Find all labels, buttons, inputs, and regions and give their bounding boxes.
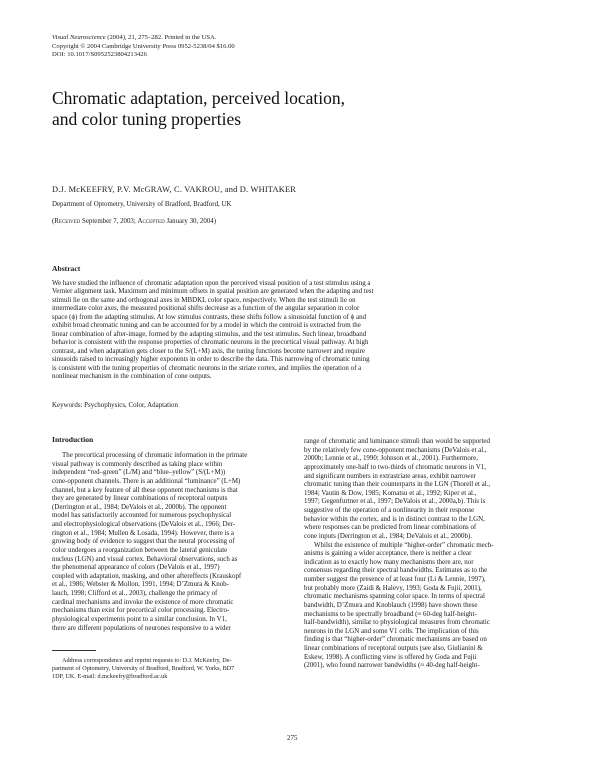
text-line: growing body of evidence to suggest that the neural processing of [52,537,235,546]
footnote-line: Address correspondence and reprint requests to: D.J. McKeefry, De- [62,657,232,664]
abstract-line: nonlinear mechanism in the combination of cone outputs. [52,371,212,380]
abstract-line: space (ϕ) from the adapting stimulus. At low stimulus contrasts, these shifts follow a sinusoidal function of ϕ and [52,312,367,321]
text-line: range of chromatic and luminance stimuli than would be supported [304,437,490,445]
abstract-line: stimuli lie on the same and orthogonal axes in MBDKL color space, respectively. When the test stimuli lie on [52,295,356,304]
text-line: (2001), who found narrower bandwidths (≈ 40-deg half-height- [304,661,480,670]
abstract-body [52,279,550,380]
text-line: indication as to exactly how many mechanisms there are, nor [304,557,474,566]
text-line: and electrophysiological observations (DeValois et al., 1966; Der- [52,520,236,528]
text-line: half-bandwidth), similar to physiological measures from chromatic [304,618,490,627]
body-column-right [304,437,542,670]
text-line: cone-opponent channels. There is an additional “luminance” (L+M) [52,476,241,485]
text-line: visual pathway is commonly described as taking place within [52,459,223,468]
text-line: cone inputs (Derrington et al., 1984; DeValois et al., 2000b). [304,531,473,540]
text-line: 1984; Vautin & Dow, 1985; Komatsu et al., 1992; Kiper et al., [304,488,477,497]
paper-title [52,88,452,130]
text-line: mechanisms than exist for precortical color processing. Electro- [52,606,230,615]
abstract-line: intermediate color axes, the measured positional shifts decrease as a function of the angular separation in color [52,304,360,313]
text-line: where responses can be predicted from linear combinations of [304,523,477,532]
received-label: Received [54,218,81,225]
text-line: chromatic tuning than their counterparts in the LGN (Thorell et al., [304,480,491,489]
text-line: physiological experiments point to a similar conclusion. In V1, [52,614,227,623]
text-line: The precortical processing of chromatic information in the primate [62,451,248,459]
text-line: color undergoes a reorganization between the lateral geniculate [52,545,228,554]
text-line: anisms is gaining a wider acceptance, there is neither a clear [304,549,472,558]
text-line: rington et al., 1984; Mullen & Losada, 1994). However, there is a [52,528,234,537]
accepted-date: January 30, 2004) [164,218,217,225]
text-line: the phenomenal appearance of colors (DeValois et al., 1997) [52,563,220,572]
footnote-line: 1DP, UK. E-mail: d.mckeefry@bradford.ac.uk [52,672,168,680]
text-line: Whilst the existence of multiple “higher-order” chromatic mech- [314,540,494,549]
text-line: nucleus (LGN) and visual cortex. Behavioral observations, such as [52,554,238,563]
text-line: chromatic mechanisms spanning color space. In terms of spectral [304,592,485,601]
text-line: Eskew, 1998). A conflicting view is offered by Goda and Fujii [304,652,477,661]
received-date: September 7, 2003; [80,218,138,225]
text-line: linear combinations of receptoral outputs (see also, Giulianini & [304,644,483,652]
keywords: Keywords: Psychophysics, Color, Adaptation [52,401,178,409]
text-line: but probably more (Zaidi & Halevy, 1993; Goda & Fujii, 2001), [304,583,482,592]
author-list: D.J. McKEEFRY, P.V. McGRAW, C. VAKROU, and D. WHITAKER [52,185,297,194]
abstract-line: We have studied the influence of chromatic adaptation upon the perceived visual position of a test stimulus using a [52,279,371,287]
copyright-line: Copyright © 2004 Cambridge University Press 0952-5238/04 $16.00 [52,42,235,50]
journal-header [52,34,492,60]
text-line: approximately one-half to two-thirds of chromatic neurons in V1, [304,462,486,471]
text-line: coupled with adaptation, masking, and other aftereffects (Krauskopf [52,571,242,580]
footnote-line: partment of Optometry, University of Bradford, Bradford, W. Yorks, BD7 [52,664,235,672]
text-line: channel, but a key feature of all these opponent mechanisms is that [52,485,238,494]
footnote-rule [52,650,96,651]
abstract-line: sinusoids raised to increasingly higher exponents in order to describe the data. This narrowing of chromatic tuning [52,355,370,364]
introduction-heading: Introduction [52,435,94,444]
abstract-line: Vernier alignment task. Maximum and minimum offsets in spatial position are generated when the adapting and test [52,287,374,296]
abstract-line: linear combination of after-image, formed by the adapting stimulus, and the test stimulus. Such linear, broadband [52,329,367,338]
journal-citation [52,34,492,43]
text-line: bandwidth, D’Zmura and Knoblauch (1998) have shown these [304,600,478,609]
abstract-line: contrast, and when adaptation gets closer to the S/(L+M) axis, the tuning functions become narrower and require [52,346,365,355]
text-line: neurons in the LGN and some V1 cells. The implication of this [304,626,479,635]
text-line: mechanisms to be spectrally broadband (≈ 60-deg half-height- [304,609,477,618]
abstract-line: is consistent with the tuning properties of chromatic neurons in the striate cortex, and implies the operation of a [52,363,362,372]
text-line: number suggest the presence of at least four (Li & Lennie, 1997), [304,575,486,583]
text-line: they are generated by linear combinations of receptoral outputs [52,494,228,503]
text-line: and significant numbers in extrastriate areas, exhibit narrower [304,471,476,480]
text-line: et al., 1986; Webster & Mollon, 1991, 1994; D’Zmura & Knob- [52,580,229,589]
journal-volume-info: (2004), 21, 275–282. Printed in the USA. [105,34,217,41]
text-line: by the relatively few cone-opponent mechanisms (DeValois et al., [304,445,487,454]
affiliation: Department of Optometry, University of Bradford, Bradford, UK [52,201,232,208]
title-line: Chromatic adaptation, perceived location, [52,88,346,108]
text-line: cardinal mechanisms and invoke the existence of more chromatic [52,597,234,606]
text-line: model has satisfactorily accounted for numerous psychophysical [52,511,232,520]
abstract-heading: Abstract [52,264,81,273]
correspondence-footnote [52,657,292,681]
text-line: lauch, 1998; Clifford et al., 2003), challenge the primacy of [52,589,218,597]
abstract-line: behavior is consistent with the response properties of chromatic neurons in the precortical visual pathway. At high [52,338,369,347]
title-line: and color tuning properties [52,109,242,129]
text-line: 1997; Gegenfurtner et al., 1997; DeValois et al., 2000a,b). This is [304,497,486,506]
text-line: independent “red–green” (L/M) and “blue–yellow” (S/(L+M)) [52,468,226,477]
received-dates: (Received September 7, 2003; Accepted January 30, 2004) [52,218,217,225]
text-line: there are different populations of neurones responsive to a wider [52,623,231,632]
text-line: behavior within the cortex, and is in distinct contrast to the LGN, [304,514,485,523]
accepted-label: Accepted [137,218,165,225]
text-line: 2000b; Lennie et al., 1990; Johnson et al., 2001). Furthermore, [304,454,478,463]
doi-line: DOI: 10.1017/S0952523804213426 [52,51,147,59]
page-number: 275 [287,734,298,742]
text-line: (Derrington et al., 1984; DeValois et al., 2000b). The opponent [52,502,227,511]
journal-name: Visual Neuroscience [52,34,106,41]
text-line: suggestive of the operation of a nonlinearity in their response [304,506,475,514]
text-line: finding is that “higher-order” chromatic mechanisms are based on [304,635,487,644]
abstract-line: exhibit broad chromatic tuning and can be accounted for by a model in which the centroid is extracted from the [52,321,361,330]
text-line: consensus regarding their spectral bandwidths. Estimates as to the [304,566,488,575]
body-column-left [52,451,290,632]
